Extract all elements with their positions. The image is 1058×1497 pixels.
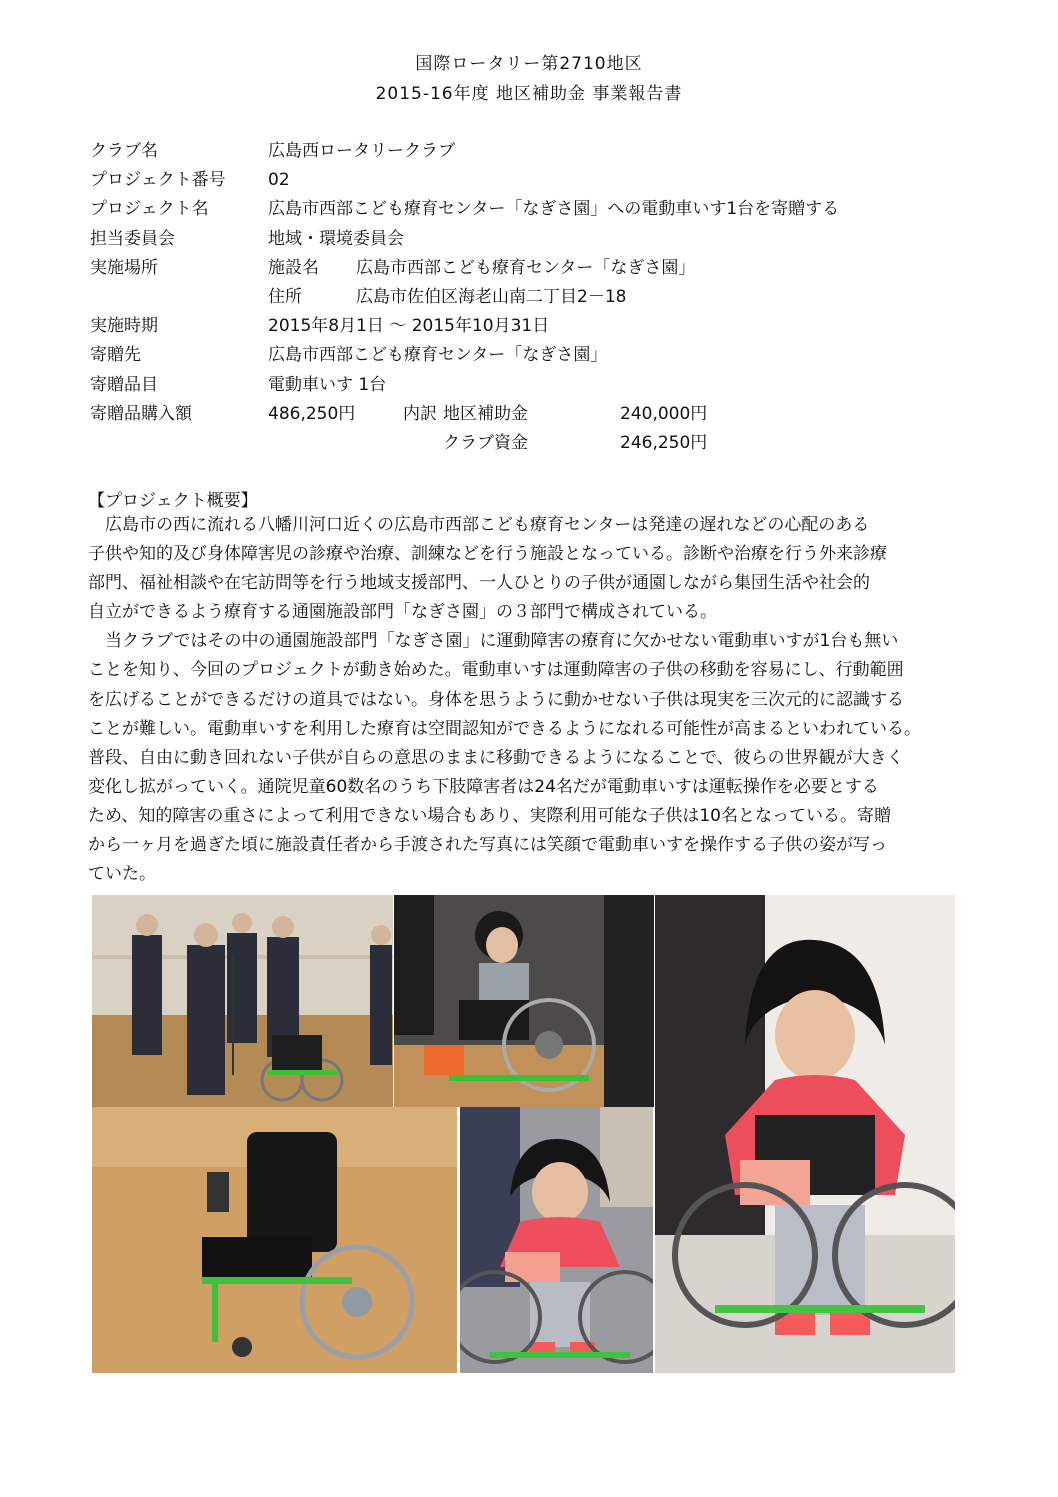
address-value: 広島市佐伯区海老山南二丁目2－18 [356, 286, 627, 307]
project-no-value: 02 [268, 170, 290, 191]
period-label: 実施時期 [90, 316, 158, 337]
girl-operating-wheelchair-photo [655, 895, 955, 1373]
club-value: 広島西ロータリークラブ [268, 141, 455, 161]
overview-line: 子供や知的及び身体障害児の診療や治療、訓練などを行う施設となっている。診断や治療を行う外来診療 [88, 544, 887, 565]
amount-label: 寄贈品購入額 [90, 403, 192, 424]
facility-value: 広島市西部こども療育センター「なぎさ園」 [356, 257, 696, 278]
child-wheelchair-photo [394, 895, 654, 1107]
overview-line: ことが難しい。電動車いすを利用した療育は空間認知ができるようになれる可能性が高まるといわれている。 [88, 718, 921, 739]
amount-value: 486,250円 [268, 403, 356, 424]
girl-wheelchair-photo [460, 1107, 653, 1373]
committee-value: 地域・環境委員会 [268, 228, 404, 249]
overview-heading: 【プロジェクト概要】 [88, 491, 258, 511]
overview-line: 自立ができるよう療育する通園施設部門「なぎさ園」の３部門で構成されている。 [88, 602, 717, 623]
overview-line: 部門、福祉相談や在宅訪問等を行う地域支援部門、一人ひとりの子供が通園しながら集団生活や社会的 [88, 573, 870, 594]
report-title: 2015-16年度 地区補助金 事業報告書 [375, 84, 683, 104]
address-label: 住所 [268, 286, 302, 307]
item-value: 電動車いす 1台 [268, 374, 387, 395]
period-value: 2015年8月1日 ～ 2015年10月31日 [268, 316, 550, 337]
location-label: 実施場所 [90, 257, 158, 278]
item-label: 寄贈品目 [90, 374, 158, 395]
project-name-value: 広島市西部こども療育センター「なぎさ園」への電動車いす1台を寄贈する [268, 199, 840, 220]
overview-line: から一ヶ月を過ぎた頃に施設責任者から手渡された写真には笑顔で電動車いすを操作する子供の姿が写っ [88, 835, 887, 856]
grant-value: 240,000円 [620, 403, 708, 424]
recipient-label: 寄贈先 [90, 345, 141, 366]
facility-label: 施設名 [268, 257, 319, 278]
ceremony-photo [92, 895, 393, 1107]
project-no-label: プロジェクト番号 [90, 170, 226, 191]
wheelchair-photo [92, 1107, 457, 1373]
overview-line: 広島市の西に流れる八幡川河口近くの広島市西部こども療育センターは発達の遅れなどの心配のある [88, 515, 870, 535]
overview-line: ことを知り、今回のプロジェクトが動き始めた。電動車いすは運動障害の子供の移動を容易にし、行動範囲 [88, 660, 904, 681]
overview-line: ていた。 [88, 864, 156, 885]
project-name-label: プロジェクト名 [90, 199, 209, 220]
overview-line: 当クラブではその中の通園施設部門「なぎさ園」に運動障害の療育に欠かせない電動車いすが1台も無い [88, 631, 899, 652]
club-fund-label: クラブ資金 [443, 432, 528, 453]
committee-label: 担当委員会 [90, 228, 175, 249]
overview-line: を広げることができるだけの道具ではない。身体を思うように動かせない子供は現実を三次元的に認識する [88, 689, 904, 710]
club-fund-value: 246,250円 [620, 432, 708, 453]
breakdown-label: 内訳 [403, 403, 437, 424]
club-label: クラブ名 [90, 141, 158, 161]
overview-line: 変化し拡がっていく。通院児童60数名のうち下肢障害者は24名だが電動車いすは運転操作を必要とする [88, 776, 879, 797]
overview-line: ため、知的障害の重さによって利用できない場合もあり、実際利用可能な子供は10名となっている。寄贈 [88, 805, 891, 826]
overview-line: 普段、自由に動き回れない子供が自らの意思のままに移動できるようになることで、彼らの世界観が大きく [88, 747, 904, 768]
recipient-value: 広島市西部こども療育センター「なぎさ園」 [268, 345, 608, 366]
overview-body [88, 511, 988, 889]
report-district-title: 国際ロータリー第2710地区 [415, 54, 643, 74]
grant-label: 地区補助金 [443, 403, 528, 424]
